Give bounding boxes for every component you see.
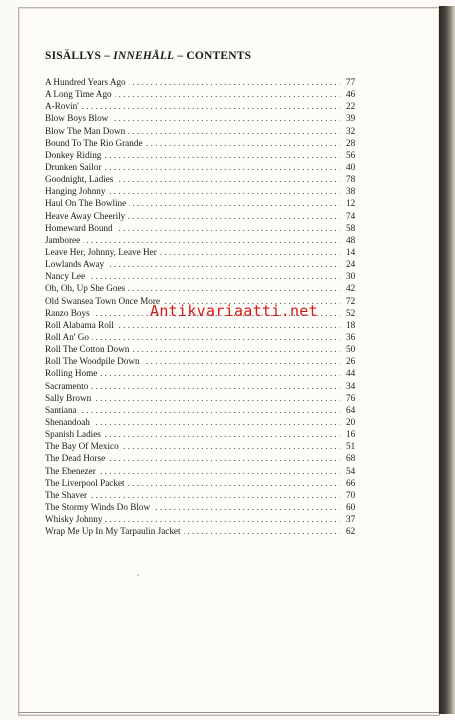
page-number: 62 (346, 526, 356, 537)
page-number: 12 (346, 198, 356, 209)
song-title: Spanish Ladies (45, 428, 104, 440)
page-number: 36 (346, 331, 356, 342)
heading-finnish: SISÄLLYS – (45, 50, 114, 62)
song-title: The Dead Horse (45, 452, 108, 464)
page-number: 56 (346, 149, 356, 160)
song-title: Wrap Me Up In My Tarpaulin Jacket (45, 525, 184, 537)
song-title: Lowlands Away (45, 258, 107, 270)
toc-entry (45, 331, 370, 343)
watermark: Antikvariaatti.net (150, 302, 318, 320)
toc-entry (45, 137, 370, 149)
toc-entry (45, 282, 370, 294)
song-title: The Stormy Winds Do Blow (45, 501, 153, 513)
toc-entry (45, 173, 370, 185)
toc-entry (45, 222, 370, 234)
page-binding-edge (439, 6, 455, 714)
song-title: Heave Away Cheerily (45, 210, 128, 222)
toc-entry (45, 465, 370, 477)
page-number: 16 (346, 429, 356, 440)
toc-entry (45, 404, 370, 416)
page-number: 77 (346, 77, 356, 87)
page-number: 58 (346, 222, 356, 233)
page-number: 78 (346, 174, 356, 185)
toc-entry (45, 428, 370, 440)
page-number: 64 (346, 404, 356, 415)
page-number: 32 (346, 125, 356, 136)
toc-entry (45, 452, 370, 464)
page-number: 14 (346, 246, 356, 257)
page-number: 46 (346, 89, 356, 100)
song-title: Jamboree (45, 234, 83, 246)
toc-entry (45, 355, 370, 367)
toc-entry (45, 100, 370, 112)
page-number: 52 (346, 307, 356, 318)
song-title: Oh, Oh, Up She Goes (45, 282, 128, 294)
song-title: Shenandoah (45, 416, 93, 428)
toc-entry (45, 513, 370, 525)
song-title: Sacramento (45, 380, 91, 392)
dot-leader (45, 234, 340, 246)
song-title: Bound To The Rio Grande (45, 137, 146, 149)
toc-entry (45, 416, 370, 428)
page-number: 28 (346, 137, 356, 148)
paper-speck (137, 574, 139, 576)
song-title: Goodnight, Ladies (45, 173, 116, 185)
page-number: 60 (346, 501, 356, 512)
page-number: 74 (346, 210, 356, 221)
song-title: Roll The Cotton Down (45, 343, 132, 355)
page-number: 22 (346, 101, 356, 112)
page-number: 44 (346, 368, 356, 379)
toc-entry (45, 258, 370, 270)
page-number: 70 (346, 489, 356, 500)
page-bottom-edge (18, 712, 439, 713)
dot-leader (45, 100, 340, 112)
song-title: A-Rovin' (45, 100, 82, 112)
page-number: 20 (346, 416, 356, 427)
toc-entry (45, 319, 370, 331)
song-title: Blow The Man Down (45, 125, 128, 137)
page-number: 68 (346, 453, 356, 464)
song-title: Old Swansea Town Once More (45, 295, 163, 307)
dot-leader (45, 404, 340, 416)
page-number: 37 (346, 514, 356, 525)
song-title: A Long Time Ago (45, 88, 115, 100)
page-number: 48 (346, 234, 356, 245)
page-number: 24 (346, 259, 356, 270)
page-number: 34 (346, 380, 356, 391)
toc-entry (45, 525, 370, 537)
song-title: The Bay Of Mexico (45, 440, 122, 452)
song-title: Whisky Johnny (45, 513, 105, 525)
toc-entry (45, 477, 370, 489)
page-number: 76 (346, 392, 356, 403)
dot-leader (45, 270, 340, 282)
page-number: 50 (346, 344, 356, 355)
page-number: 51 (346, 441, 356, 452)
toc-entry (45, 246, 370, 258)
toc-entry (45, 343, 370, 355)
toc-entry (45, 76, 370, 88)
toc-entry (45, 88, 370, 100)
heading-english: – CONTENTS (174, 50, 252, 62)
song-title: The Ebenezer (45, 465, 99, 477)
song-title: Santiana (45, 404, 80, 416)
song-title: A Hundred Years Ago (45, 76, 129, 88)
heading-swedish: INNEHÅLL (113, 50, 175, 62)
toc-entry (45, 149, 370, 161)
song-title: Donkey Riding (45, 149, 104, 161)
page-number: 42 (346, 283, 356, 294)
toc-entry (45, 501, 370, 513)
toc-entry (45, 489, 370, 501)
page-number: 40 (346, 161, 356, 172)
page-number: 66 (346, 477, 356, 488)
song-title: Nancy Lee (45, 270, 88, 282)
song-title: Haul On The Bowline (45, 197, 129, 209)
toc-entry (45, 380, 370, 392)
toc-entry (45, 440, 370, 452)
song-title: Rolling Home (45, 367, 100, 379)
page-number: 30 (346, 271, 356, 282)
toc-entry (45, 161, 370, 173)
page-number: 54 (346, 465, 356, 476)
page-number: 18 (346, 319, 356, 330)
song-title: Leave Her, Johnny, Leave Her (45, 246, 160, 258)
page-number: 72 (346, 295, 356, 306)
song-title: Sally Brown (45, 392, 94, 404)
page-number: 26 (346, 356, 356, 367)
toc-entry (45, 185, 370, 197)
song-title: Homeward Bound (45, 222, 116, 234)
song-title: Drunken Sailor (45, 161, 104, 173)
song-title: Roll Alabama Roll (45, 319, 117, 331)
song-title: Blow Boys Blow (45, 112, 111, 124)
song-title: Hanging Johnny (45, 185, 108, 197)
contents-heading (45, 50, 251, 62)
toc-entry (45, 197, 370, 209)
toc-entry (45, 125, 370, 137)
song-title: The Shaver (45, 489, 90, 501)
toc-entry (45, 112, 370, 124)
toc-entry (45, 392, 370, 404)
song-title: Ranzo Boys (45, 307, 93, 319)
toc-entry (45, 367, 370, 379)
song-title: Roll The Woodpile Down (45, 355, 143, 367)
page-number: 39 (346, 113, 356, 124)
song-title: Roll An' Go (45, 331, 92, 343)
toc-entry (45, 270, 370, 282)
song-title: The Liverpool Packet (45, 477, 128, 489)
toc-entry (45, 234, 370, 246)
toc-entry (45, 210, 370, 222)
page-number: 38 (346, 186, 356, 197)
